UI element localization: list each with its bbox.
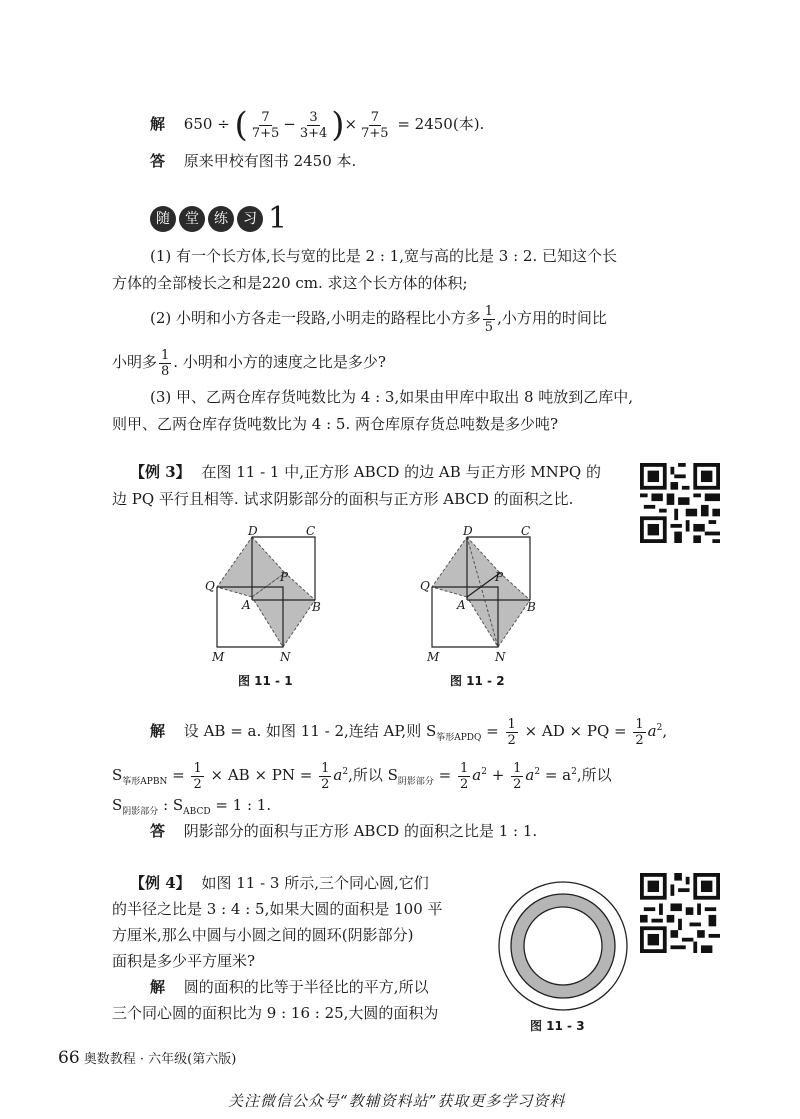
denominator: 7+5 [251,125,280,141]
solution3-line2 [112,752,612,792]
label-m: M [212,650,225,664]
label-c: C [521,525,531,538]
fraction [250,110,281,141]
text: a [647,722,657,740]
superscript: 2 [534,767,541,777]
solution4-line1 [150,976,429,998]
answer3-line [150,820,537,842]
practice-badge: 随 [150,206,176,232]
subscript: 筝形APDQ [436,733,482,743]
practice-number: 1 [268,201,288,236]
solution3-line1 [150,708,667,748]
qr-code-icon[interactable] [640,463,720,543]
denominator: 7+5 [361,125,389,141]
example-text: 如图 11 - 3 所示,三个同心圆,它们 [201,874,429,892]
label-q: Q [205,579,215,593]
numerator: 1 [484,303,494,319]
right-paren: ) [331,105,345,145]
practice-header [150,201,288,236]
example3-line2: 边 PQ 平行且相等. 试求阴影部分的面积与正方形 ABCD 的面积之比. [112,490,574,508]
answer-text: 阴影部分的面积与正方形 ABCD 的面积之比是 1 : 1. [183,822,538,840]
numerator: 3 [309,109,318,125]
solution-label: 解 [150,978,166,996]
superscript: 2 [481,767,487,777]
text: = a [540,766,572,784]
example3-line1 [130,461,601,483]
numerator: 1 [193,760,202,776]
answer-label: 答 [150,822,166,840]
denominator: 2 [460,776,469,792]
fraction [191,761,203,792]
denominator: 2 [507,732,516,748]
text: ,所以 [576,766,612,784]
numerator: 7 [261,109,270,125]
fraction [159,348,171,379]
page-number: 66 [58,1048,80,1068]
minus-sign: − [283,115,296,133]
text: = [433,766,457,784]
solution4-line2: 三个同心圆的面积比为 9 : 16 : 25,大圆的面积为 [112,1004,439,1022]
figure-caption: 图 11 - 3 [530,1019,585,1033]
numerator: 1 [513,760,522,776]
label-b: B [527,600,536,614]
figure-caption: 图 11 - 2 [450,674,505,688]
answer-text: 原来甲校有图书 2450 本. [183,152,357,170]
example-tag: 【例 3】 [130,463,191,481]
text: = [167,766,190,784]
subscript: 阴影部分 [122,807,159,817]
label-b: B [312,600,321,614]
figure-11-1 [200,525,325,665]
label-a: A [242,598,251,612]
subscript: 筝形APBN [122,777,168,787]
solution-label: 解 [150,722,166,740]
text: a [525,766,535,784]
practice-badge: 习 [237,206,263,232]
practice-q1-line2: 方体的全部棱长之和是220 cm. 求这个长方体的体积; [112,274,468,292]
numerator: 1 [460,760,469,776]
example4-line1 [130,872,429,894]
figure-caption: 图 11 - 1 [238,674,293,688]
figure-11-2 [415,525,540,665]
text: , [662,722,668,740]
answer-label: 答 [150,152,166,170]
example-tag: 【例 4】 [130,874,191,892]
text: a [333,766,343,784]
label-p: P [495,570,504,584]
text: × AB × PN = [205,766,318,784]
answer1-line [150,150,356,172]
subscript: ABCD [183,807,211,817]
text: × AD × PQ = [519,722,632,740]
figure-11-3 [495,878,631,1014]
numerator: 1 [635,716,644,732]
numerator: 1 [507,716,516,732]
practice-q3-line2: 则甲、乙两仓库存货吨数比为 4 : 5. 两仓库原存货总吨数是多少吨? [112,415,559,433]
label-p: P [280,570,289,584]
fraction [298,110,329,141]
denominator: 2 [513,776,522,792]
example4-line3: 方厘米,那么中圆与小圆之间的圆环(阴影部分) [112,926,414,944]
expression-lead: 650 ÷ [183,115,230,133]
subscript: 阴影部分 [397,777,434,787]
times-sign: × [344,115,358,133]
fraction [458,761,470,792]
fraction [483,304,495,335]
label-m: M [427,650,440,664]
example4-line4: 面积是多少平方厘米? [112,952,256,970]
superscript: 2 [656,723,663,733]
fraction [506,717,518,748]
text: = [481,722,504,740]
text: ,小方用的时间比 [497,309,607,327]
text: . 小明和小方的速度之比是多少? [173,353,386,371]
text: 设 AB = a. 如图 11 - 2,连结 AP,则 S [183,722,437,740]
fraction [319,761,331,792]
text: a [472,766,482,784]
page-footer [58,1048,236,1068]
practice-badge: 练 [208,206,234,232]
example-text: 在图 11 - 1 中,正方形 ABCD 的边 AB 与正方形 MNPQ 的 [201,463,601,481]
numerator: 1 [321,760,330,776]
label-c: C [306,525,316,538]
denominator: 3+4 [299,125,328,141]
label-n: N [495,650,506,664]
denominator: 2 [193,776,202,792]
fraction [633,717,645,748]
practice-q2-line2 [112,342,386,382]
example4-line2: 的半径之比是 3 : 4 : 5,如果大圆的面积是 100 平 [112,900,443,918]
text: S [112,796,123,814]
expression-result: = 2450(本). [397,115,485,133]
solution-text: 圆的面积的比等于半径比的平方,所以 [183,978,429,996]
practice-q1-line1: (1) 有一个长方体,长与宽的比是 2 : 1,宽与高的比是 3 : 2. 已知这个长 [150,247,617,265]
text: + [486,766,510,784]
denominator: 5 [484,319,494,335]
label-n: N [280,650,291,664]
qr-code-icon[interactable] [640,873,720,953]
fraction [511,761,523,792]
solution3-line3 [112,794,271,823]
numerator: 7 [370,109,379,125]
left-paren: ( [234,105,248,145]
text: ,所以 S [348,766,398,784]
denominator: 8 [161,363,170,379]
label-d: D [463,525,473,538]
denominator: 2 [321,776,330,792]
solution1-line [150,104,484,144]
text: : S [158,796,184,814]
superscript: 2 [342,767,349,777]
text: S [112,766,123,784]
superscript: 2 [571,767,577,777]
denominator: 2 [635,732,644,748]
text: = 1 : 1. [210,796,272,814]
practice-q2-line1 [150,298,607,338]
label-q: Q [420,579,430,593]
small-circle [524,907,602,985]
label-a: A [457,598,466,612]
text: 小明多 [112,353,158,371]
fraction [359,110,390,141]
text: (2) 小明和小方各走一段路,小明走的路程比小方多 [150,309,481,327]
label-d: D [248,525,258,538]
watermark-text: 关注微信公众号“教辅资料站”获取更多学习资料 [228,1092,566,1110]
practice-q3-line1: (3) 甲、乙两仓库存货吨数比为 4 : 3,如果由甲库中取出 8 吨放到乙库中, [150,388,634,406]
practice-badge: 堂 [179,206,205,232]
solution-label: 解 [150,115,166,133]
book-title: 奥数教程 · 六年级(第六版) [83,1052,237,1067]
numerator: 1 [161,347,170,363]
